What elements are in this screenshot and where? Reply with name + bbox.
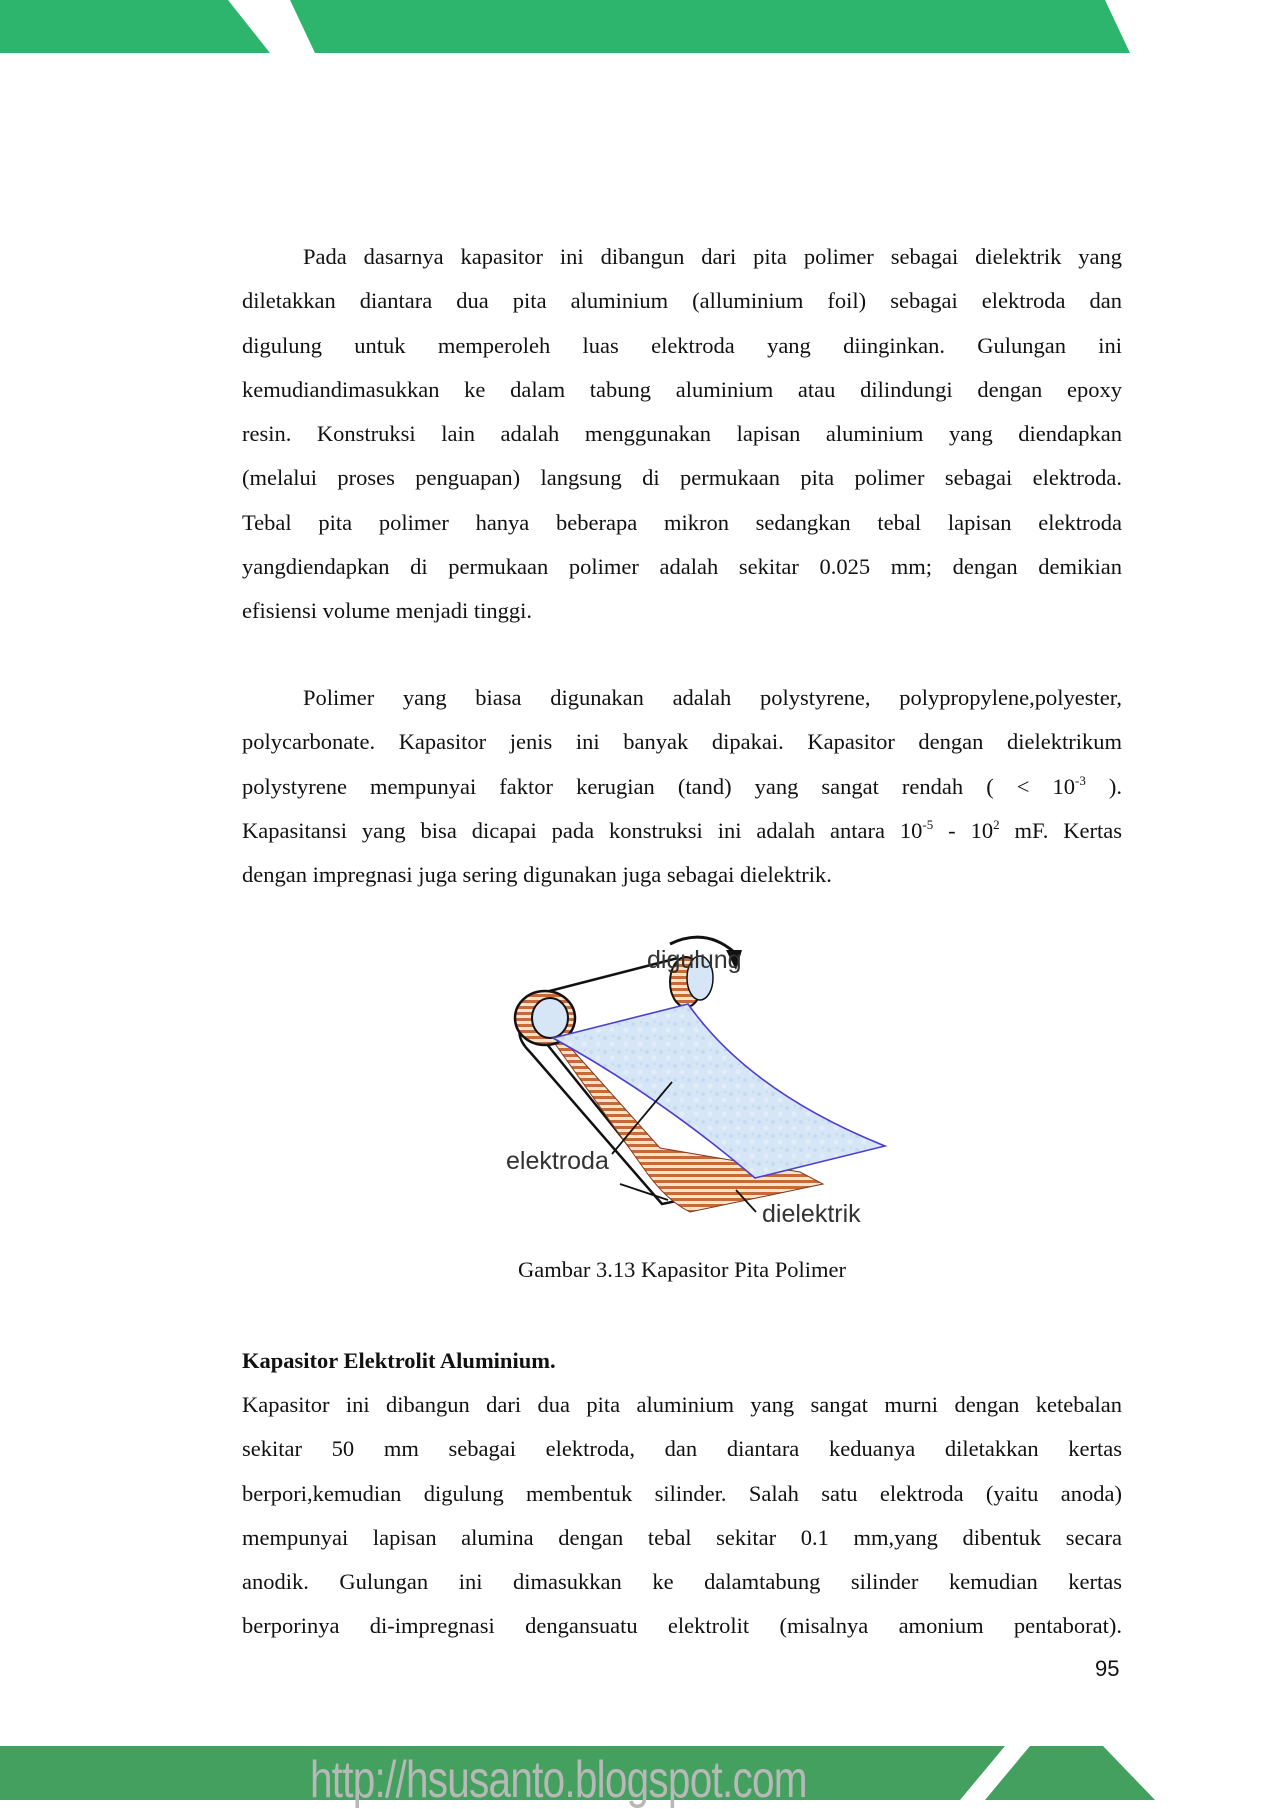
text-line: diletakkan diantara dua pita aluminium (alluminium foil) sebagai elektroda dan [242,288,1122,314]
text-line: anodik. Gulungan ini dimasukkan ke dalamtabung silinder kemudian kertas [242,1569,1122,1595]
text-line: (melalui proses penguapan) langsung di permukaan pita polimer sebagai elektroda. [242,465,1122,491]
capacitor-diagram [490,922,890,1238]
text-line: sekitar 50 mm sebagai elektroda, dan diantara keduanya diletakkan kertas [242,1436,1122,1462]
text-line: mempunyai lapisan alumina dengan tebal sekitar 0.1 mm,yang dibentuk secara [242,1524,1122,1550]
text-line: yangdiendapkan di permukaan polimer adalah sekitar 0.025 mm; dengan demikian [242,554,1122,580]
paragraph-2 [242,676,1122,897]
text-segment: polystyrene mempunyai faktor kerugian (tand) yang sangat rendah ( < 10 [242,773,1075,799]
text-segment: Kapasitansi yang bisa dicapai pada konstruksi ini adalah antara 10 [242,817,923,843]
text-segment: - 10 [933,817,994,843]
text-line-with-exponent [242,765,1122,809]
section-heading: Kapasitor Elektrolit Aluminium. [242,1348,556,1373]
text-line: polycarbonate. Kapasitor jenis ini banyak dipakai. Kapasitor dengan dielektrikum [242,729,1122,755]
text-line: Pada dasarnya kapasitor ini dibangun dari pita polimer sebagai dielektrik yang [303,244,1122,269]
text-line: digulung untuk memperoleh luas elektroda yang diinginkan. Gulungan ini [242,332,1122,358]
text-segment: mF. Kertas [999,817,1122,843]
text-line: dengan impregnasi juga sering digunakan juga sebagai dielektrik. [242,862,832,888]
header-band-graphic [0,0,1272,54]
paragraph-1 [242,235,1122,634]
exponent: -5 [922,816,934,832]
text-line: resin. Konstruksi lain adalah menggunakan lapisan aluminium yang diendapkan [242,421,1122,447]
exponent: 2 [993,816,1000,832]
text-line: kemudiandimasukkan ke dalam tabung aluminium atau dilindungi dengan epoxy [242,376,1122,402]
text-line: Polimer yang biasa digunakan adalah polystyrene, polypropylene,polyester, [303,685,1122,710]
text-line: Tebal pita polimer hanya beberapa mikron sedangkan tebal lapisan elektroda [242,509,1122,535]
text-segment: ). [1085,773,1122,799]
label-digulung: digulung [647,946,742,974]
paragraph-3 [242,1383,1122,1649]
figure-caption: Gambar 3.13 Kapasitor Pita Polimer [517,1257,847,1282]
label-dielektrik: dielektrik [762,1200,861,1228]
page-number: 95 [1095,1656,1120,1681]
text-line: efisiensi volume menjadi tinggi. [242,598,532,624]
text-line: berpori,kemudian digulung membentuk silinder. Salah satu elektroda (yaitu anoda) [242,1480,1122,1506]
exponent: -3 [1074,772,1086,788]
text-line: Kapasitor ini dibangun dari dua pita aluminium yang sangat murni dengan ketebalan [242,1392,1122,1417]
label-elektroda: elektroda [506,1147,609,1175]
header-band [0,0,1272,54]
text-line: berporinya di-impregnasi dengansuatu elektrolit (misalnya amonium pentaborat). [242,1613,1122,1639]
text-line-with-exponent [242,809,1122,853]
watermark-url: http://hsusanto.blogspot.com [310,1751,807,1809]
